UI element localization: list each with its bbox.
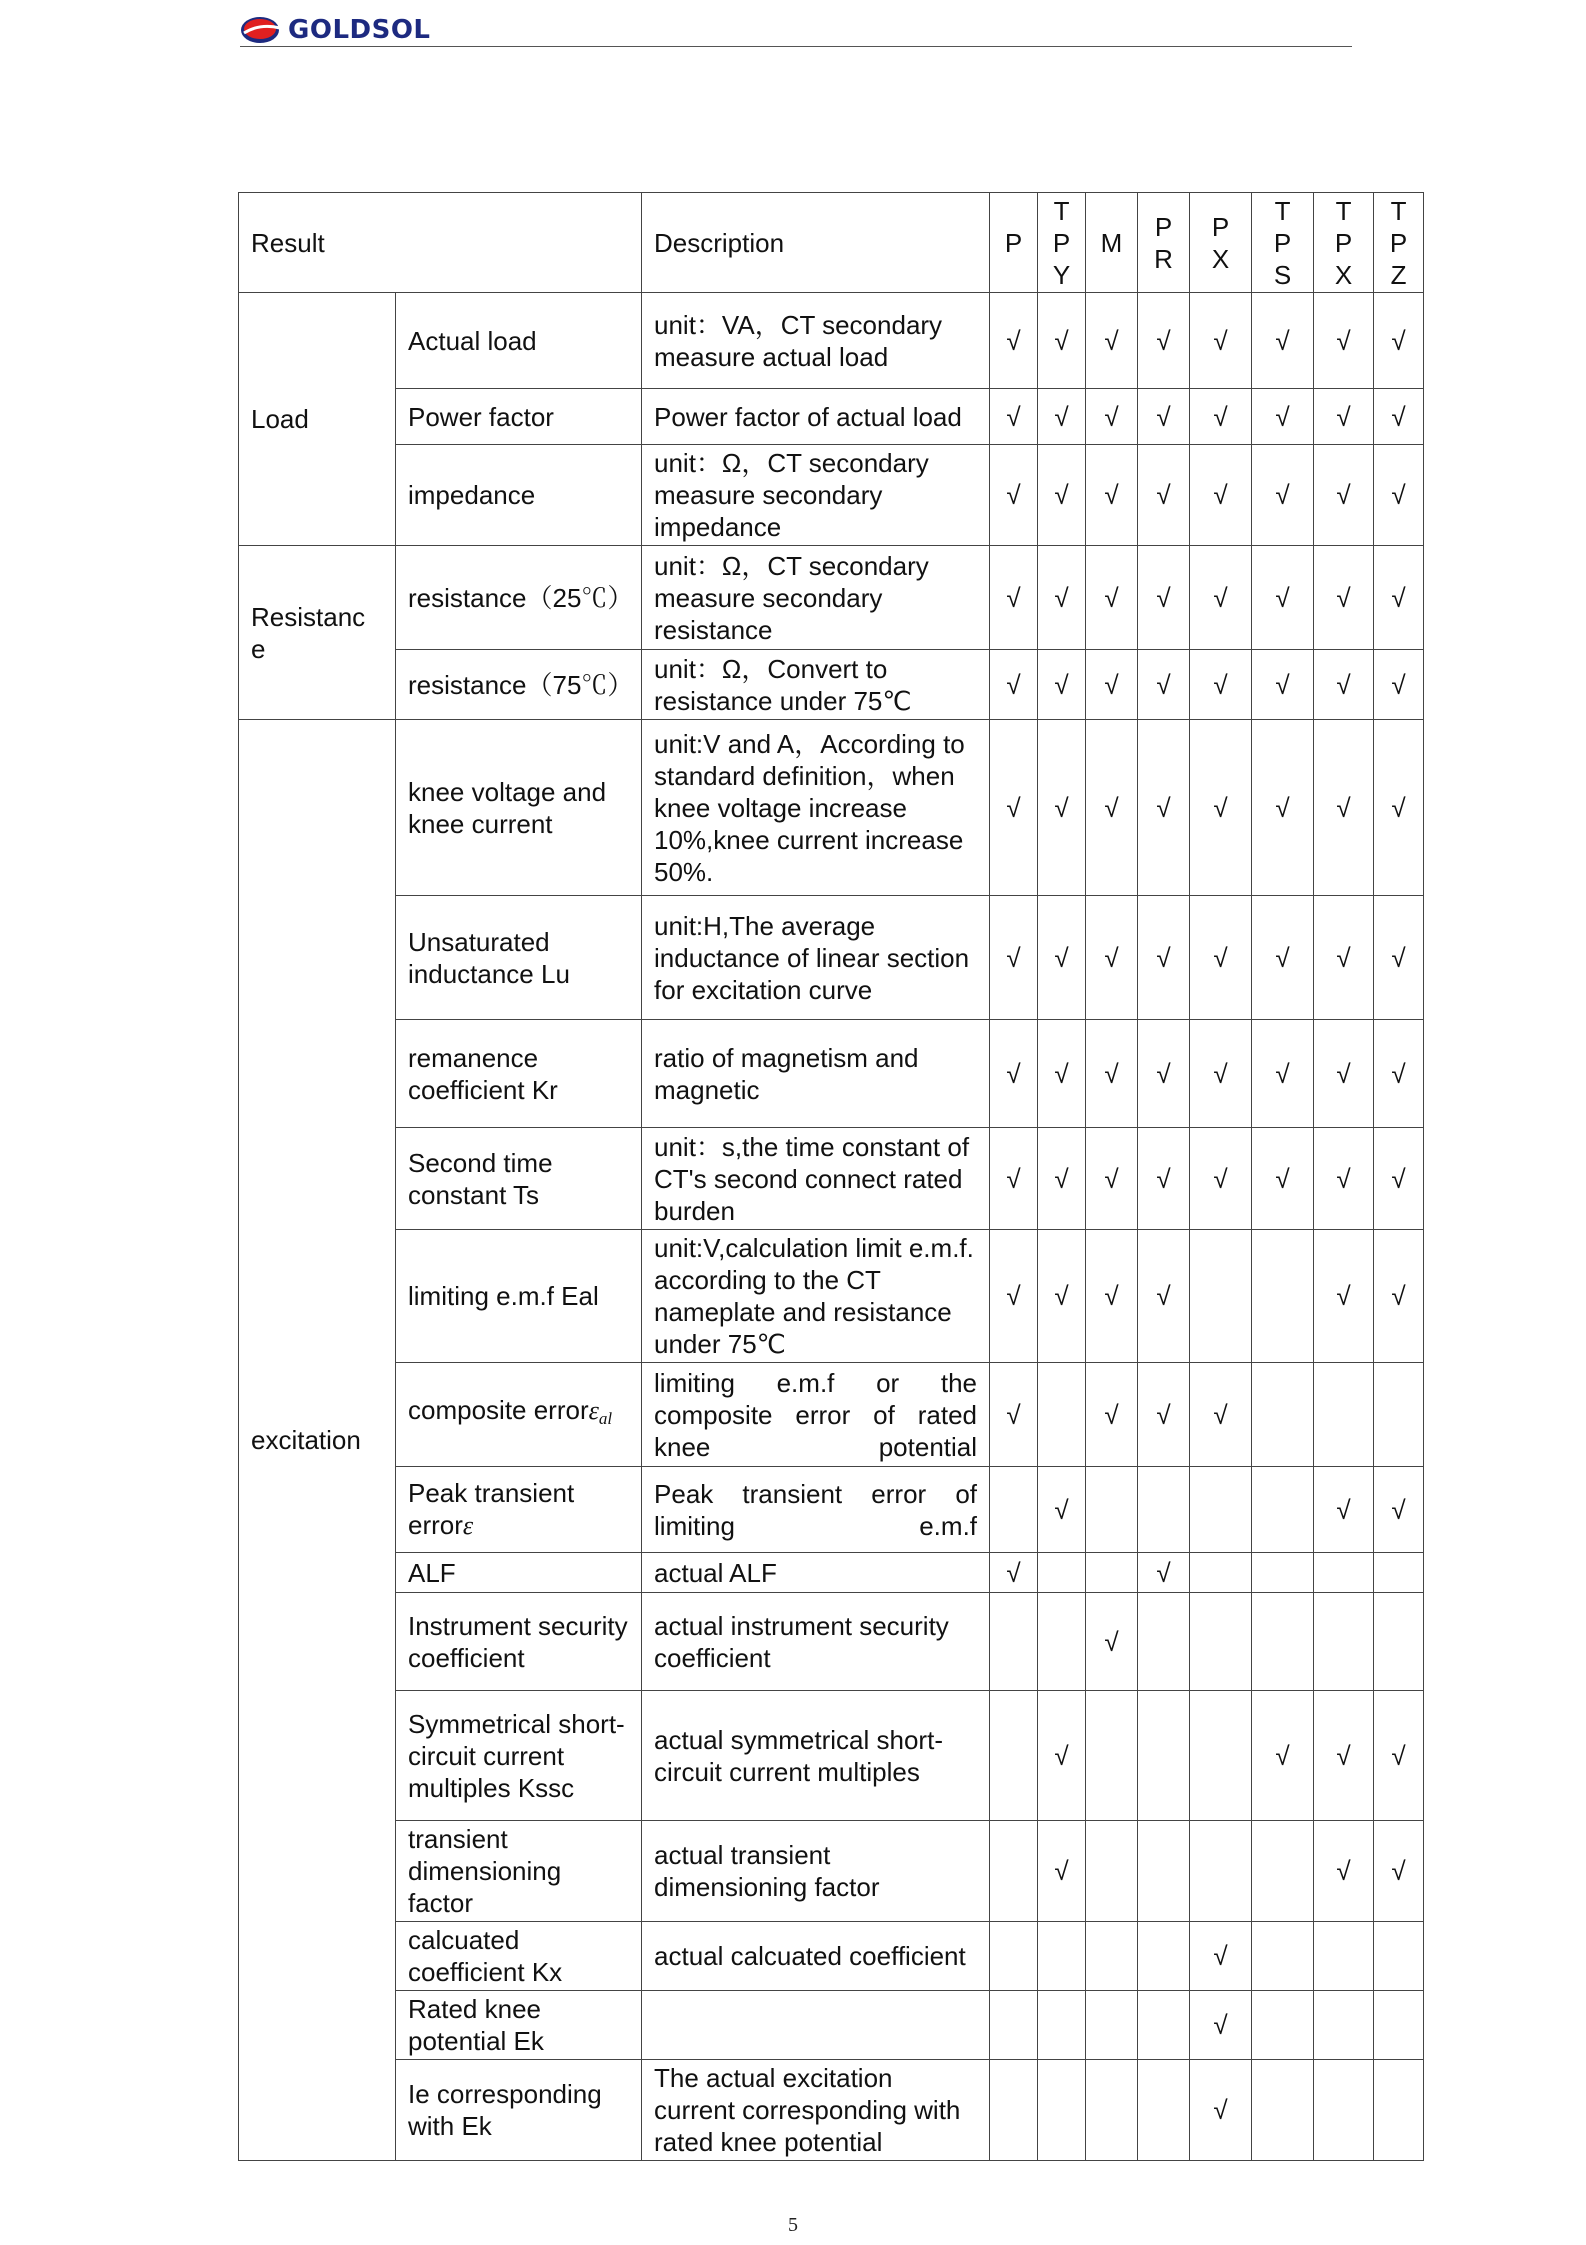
table-body [239, 193, 1424, 2161]
empty-cell [990, 1922, 1038, 1991]
header-col-p [990, 193, 1038, 293]
check-mark: √ [1314, 1020, 1374, 1128]
header-col-letter: T [1274, 195, 1291, 226]
header-col-pr [1138, 193, 1190, 293]
empty-cell [990, 1691, 1038, 1821]
check-mark: √ [990, 650, 1038, 720]
check-mark: √ [1086, 720, 1138, 896]
row-description: unit：VA，CT secondary measure actual load [642, 293, 990, 389]
empty-cell [1314, 1991, 1374, 2060]
header-col-letter: X [1211, 243, 1230, 274]
empty-cell [1374, 1991, 1424, 2060]
check-mark: √ [1252, 389, 1314, 445]
check-mark: √ [1038, 896, 1086, 1020]
row-item-label: Unsaturated inductance Lu [396, 896, 642, 1020]
check-mark: √ [1252, 445, 1314, 546]
row-description: unit：s,the time constant of CT's second connect rated burden [642, 1128, 990, 1230]
item-text: Peak transient error [408, 1478, 575, 1540]
header-col-letter: P [1052, 227, 1071, 258]
empty-cell [1374, 2060, 1424, 2161]
check-mark: √ [1314, 1230, 1374, 1363]
check-mark: √ [1314, 1691, 1374, 1821]
table-row [239, 1593, 1424, 1691]
check-mark: √ [1038, 1467, 1086, 1553]
empty-cell [1252, 2060, 1314, 2161]
check-mark: √ [1086, 1020, 1138, 1128]
table-row [239, 1821, 1424, 1922]
empty-cell [1038, 1363, 1086, 1467]
empty-cell [1086, 1991, 1138, 2060]
empty-cell [1086, 1691, 1138, 1821]
header-col-letter: X [1334, 259, 1353, 290]
check-mark: √ [1138, 1363, 1190, 1467]
table-row [239, 445, 1424, 546]
table-row [239, 720, 1424, 896]
group-label-resistance: Resistanc e [239, 546, 396, 720]
check-mark: √ [1252, 1691, 1314, 1821]
check-mark: √ [1314, 720, 1374, 896]
row-description: unit：Ω，CT secondary measure secondary resistance [642, 546, 990, 650]
row-item-label: resistance（75℃） [396, 650, 642, 720]
check-mark: √ [1190, 2060, 1252, 2161]
empty-cell [1374, 1922, 1424, 1991]
check-mark: √ [1314, 1821, 1374, 1922]
empty-cell [1138, 2060, 1190, 2161]
row-description [642, 1991, 990, 2060]
check-mark: √ [990, 1553, 1038, 1593]
check-mark: √ [1252, 1128, 1314, 1230]
empty-cell [1374, 1363, 1424, 1467]
table-row [239, 1467, 1424, 1553]
header-col-tps [1252, 193, 1314, 293]
check-mark: √ [990, 389, 1038, 445]
check-mark: √ [990, 1363, 1038, 1467]
row-item-label [396, 1467, 642, 1553]
row-item-label: ALF [396, 1553, 642, 1593]
header-col-letter: T [1390, 195, 1407, 226]
empty-cell [1314, 1922, 1374, 1991]
page-number: 5 [788, 2214, 798, 2236]
table-row [239, 1128, 1424, 1230]
empty-cell [1086, 1467, 1138, 1553]
check-mark: √ [1086, 1593, 1138, 1691]
check-mark: √ [1138, 1230, 1190, 1363]
check-mark: √ [1252, 720, 1314, 896]
check-mark: √ [1138, 1020, 1190, 1128]
test-results-table [238, 192, 1424, 2161]
empty-cell [1138, 1691, 1190, 1821]
row-item-label: resistance（25℃） [396, 546, 642, 650]
check-mark: √ [1038, 1821, 1086, 1922]
header-col-letter: P [1004, 227, 1023, 258]
logo-text: GOLDSOL [288, 15, 431, 45]
check-mark: √ [990, 1128, 1038, 1230]
check-mark: √ [1190, 720, 1252, 896]
check-mark: √ [1038, 389, 1086, 445]
check-mark: √ [990, 720, 1038, 896]
header-result: Result [239, 193, 642, 293]
epsilon-symbol: ε [588, 1396, 599, 1425]
table-row [239, 2060, 1424, 2161]
empty-cell [1374, 1553, 1424, 1593]
row-description: ratio of magnetism and magnetic [642, 1020, 990, 1128]
check-mark: √ [1252, 896, 1314, 1020]
empty-cell [1252, 1922, 1314, 1991]
table-row [239, 1922, 1424, 1991]
check-mark: √ [1138, 896, 1190, 1020]
header-divider [240, 46, 1352, 47]
empty-cell [1314, 2060, 1374, 2161]
row-item-label: transient dimensioning factor [396, 1821, 642, 1922]
empty-cell [1190, 1553, 1252, 1593]
row-item-label: impedance [396, 445, 642, 546]
header-col-tpz [1374, 193, 1424, 293]
empty-cell [1038, 2060, 1086, 2161]
group-label-excitation: excitation [239, 720, 396, 2161]
epsilon-symbol: ε [462, 1511, 474, 1540]
check-mark: √ [1138, 650, 1190, 720]
empty-cell [1190, 1593, 1252, 1691]
table-header-row [239, 193, 1424, 293]
empty-cell [1086, 2060, 1138, 2161]
table-row [239, 1020, 1424, 1128]
row-description: unit：Ω，CT secondary measure secondary impedance [642, 445, 990, 546]
check-mark: √ [1086, 293, 1138, 389]
header-col-tpx [1314, 193, 1374, 293]
header-col-letter: Y [1052, 259, 1071, 290]
table-row [239, 546, 1424, 650]
check-mark: √ [1314, 445, 1374, 546]
header-col-letter: R [1154, 243, 1173, 274]
empty-cell [1252, 1553, 1314, 1593]
row-item-label: limiting e.m.f Eal [396, 1230, 642, 1363]
logo-mark-icon [240, 14, 284, 46]
empty-cell [1190, 1230, 1252, 1363]
check-mark: √ [1038, 1691, 1086, 1821]
check-mark: √ [1190, 1020, 1252, 1128]
empty-cell [1190, 1691, 1252, 1821]
row-item-label: Ie corresponding with Ek [396, 2060, 642, 2161]
check-mark: √ [1190, 293, 1252, 389]
check-mark: √ [1314, 293, 1374, 389]
check-mark: √ [1252, 650, 1314, 720]
check-mark: √ [1190, 1363, 1252, 1467]
empty-cell [1190, 1467, 1252, 1553]
check-mark: √ [990, 293, 1038, 389]
empty-cell [1190, 1821, 1252, 1922]
header-col-letter: S [1273, 259, 1292, 290]
check-mark: √ [1252, 293, 1314, 389]
check-mark: √ [1190, 389, 1252, 445]
empty-cell [1138, 1991, 1190, 2060]
group-label-load: Load [239, 293, 396, 546]
header-col-px [1190, 193, 1252, 293]
row-description: actual calcuated coefficient [642, 1922, 990, 1991]
check-mark: √ [1374, 896, 1424, 1020]
check-mark: √ [1374, 445, 1424, 546]
check-mark: √ [1086, 389, 1138, 445]
check-mark: √ [1038, 1020, 1086, 1128]
check-mark: √ [1314, 896, 1374, 1020]
empty-cell [1252, 1821, 1314, 1922]
check-mark: √ [1190, 1922, 1252, 1991]
check-mark: √ [1314, 389, 1374, 445]
check-mark: √ [1038, 1128, 1086, 1230]
empty-cell [1314, 1593, 1374, 1691]
check-mark: √ [990, 896, 1038, 1020]
check-mark: √ [1374, 1691, 1424, 1821]
empty-cell [1252, 1991, 1314, 2060]
empty-cell [1086, 1553, 1138, 1593]
row-item-label: Instrument security coefficient [396, 1593, 642, 1691]
header-col-letter: M [1100, 227, 1123, 258]
header-col-tpy [1038, 193, 1086, 293]
header-col-letter: P [1389, 227, 1408, 258]
empty-cell [1314, 1363, 1374, 1467]
empty-cell [1138, 1467, 1190, 1553]
empty-cell [1252, 1467, 1314, 1553]
empty-cell [1038, 1991, 1086, 2060]
empty-cell [1138, 1821, 1190, 1922]
header-col-letter: Z [1390, 259, 1407, 290]
header-col-letter: T [1335, 195, 1352, 226]
table-row [239, 389, 1424, 445]
check-mark: √ [1252, 1020, 1314, 1128]
check-mark: √ [1252, 546, 1314, 650]
empty-cell [1252, 1363, 1314, 1467]
row-item-label [396, 1363, 642, 1467]
check-mark: √ [1038, 650, 1086, 720]
check-mark: √ [1138, 720, 1190, 896]
table-row [239, 1553, 1424, 1593]
row-description: actual symmetrical short-circuit current multiples [642, 1691, 990, 1821]
empty-cell [1138, 1922, 1190, 1991]
check-mark: √ [990, 1230, 1038, 1363]
row-description: limiting e.m.f or the composite error of rated knee potential [642, 1363, 990, 1467]
check-mark: √ [1374, 389, 1424, 445]
row-item-label: Second time constant Ts [396, 1128, 642, 1230]
check-mark: √ [1314, 1128, 1374, 1230]
check-mark: √ [1086, 445, 1138, 546]
empty-cell [1252, 1230, 1314, 1363]
check-mark: √ [1190, 1991, 1252, 2060]
item-text: composite error [408, 1395, 589, 1425]
check-mark: √ [1374, 650, 1424, 720]
empty-cell [1086, 1922, 1138, 1991]
check-mark: √ [1190, 896, 1252, 1020]
row-description: actual transient dimensioning factor [642, 1821, 990, 1922]
row-description: actual ALF [642, 1553, 990, 1593]
check-mark: √ [990, 546, 1038, 650]
empty-cell [1038, 1922, 1086, 1991]
empty-cell [1138, 1593, 1190, 1691]
table-row [239, 1991, 1424, 2060]
header-col-letter: P [1273, 227, 1292, 258]
check-mark: √ [1374, 293, 1424, 389]
row-description: unit：Ω，Convert to resistance under 75℃ [642, 650, 990, 720]
table-row [239, 650, 1424, 720]
table-row [239, 896, 1424, 1020]
check-mark: √ [1374, 1467, 1424, 1553]
check-mark: √ [1138, 1128, 1190, 1230]
row-item-label: calcuated coefficient Kx [396, 1922, 642, 1991]
check-mark: √ [1374, 1020, 1424, 1128]
check-mark: √ [1190, 1128, 1252, 1230]
header-col-letter: P [1334, 227, 1353, 258]
empty-cell [990, 1467, 1038, 1553]
check-mark: √ [990, 1020, 1038, 1128]
empty-cell [990, 1593, 1038, 1691]
empty-cell [1038, 1553, 1086, 1593]
check-mark: √ [1086, 896, 1138, 1020]
row-description: actual instrument security coefficient [642, 1593, 990, 1691]
table-row [239, 1230, 1424, 1363]
check-mark: √ [1374, 1128, 1424, 1230]
table-row [239, 293, 1424, 389]
check-mark: √ [1374, 720, 1424, 896]
row-description: unit:H,The average inductance of linear section for excitation curve [642, 896, 990, 1020]
header-col-letter: T [1053, 195, 1070, 226]
header-col-letter: P [1211, 211, 1230, 242]
check-mark: √ [1138, 293, 1190, 389]
check-mark: √ [1138, 546, 1190, 650]
empty-cell [1086, 1821, 1138, 1922]
row-item-label: Rated knee potential Ek [396, 1991, 642, 2060]
empty-cell [1252, 1593, 1314, 1691]
check-mark: √ [1038, 293, 1086, 389]
table-row [239, 1363, 1424, 1467]
check-mark: √ [1190, 445, 1252, 546]
row-description: unit:V and A，According to standard definition，when knee voltage increase 10%,knee current increase 50%. [642, 720, 990, 896]
check-mark: √ [1314, 650, 1374, 720]
check-mark: √ [1038, 445, 1086, 546]
check-mark: √ [1086, 1363, 1138, 1467]
table-row [239, 1691, 1424, 1821]
check-mark: √ [1038, 720, 1086, 896]
row-item-label: remanence coefficient Kr [396, 1020, 642, 1128]
header-col-m [1086, 193, 1138, 293]
check-mark: √ [1314, 546, 1374, 650]
empty-cell [1314, 1553, 1374, 1593]
check-mark: √ [1086, 1128, 1138, 1230]
check-mark: √ [1138, 1553, 1190, 1593]
empty-cell [990, 2060, 1038, 2161]
check-mark: √ [1190, 650, 1252, 720]
empty-cell [990, 1991, 1038, 2060]
row-item-label: Symmetrical short-circuit current multiples Kssc [396, 1691, 642, 1821]
empty-cell [1374, 1593, 1424, 1691]
company-logo [240, 10, 431, 50]
check-mark: √ [1138, 389, 1190, 445]
epsilon-subscript: al [598, 1409, 613, 1428]
check-mark: √ [1374, 546, 1424, 650]
row-item-label: Actual load [396, 293, 642, 389]
check-mark: √ [1038, 546, 1086, 650]
row-item-label: knee voltage and knee current [396, 720, 642, 896]
check-mark: √ [990, 445, 1038, 546]
header-col-letter: P [1154, 211, 1173, 242]
check-mark: √ [1314, 1467, 1374, 1553]
row-description: unit:V,calculation limit e.m.f. according to the CT nameplate and resistance under 75℃ [642, 1230, 990, 1363]
row-item-label: Power factor [396, 389, 642, 445]
header-description: Description [642, 193, 990, 293]
check-mark: √ [1190, 546, 1252, 650]
empty-cell [990, 1821, 1038, 1922]
check-mark: √ [1038, 1230, 1086, 1363]
check-mark: √ [1086, 650, 1138, 720]
row-description: Power factor of actual load [642, 389, 990, 445]
check-mark: √ [1086, 546, 1138, 650]
check-mark: √ [1374, 1230, 1424, 1363]
row-description: Peak transient error of limiting e.m.f [642, 1467, 990, 1553]
empty-cell [1038, 1593, 1086, 1691]
check-mark: √ [1086, 1230, 1138, 1363]
row-description: The actual excitation current corresponding with rated knee potential [642, 2060, 990, 2161]
check-mark: √ [1138, 445, 1190, 546]
check-mark: √ [1374, 1821, 1424, 1922]
